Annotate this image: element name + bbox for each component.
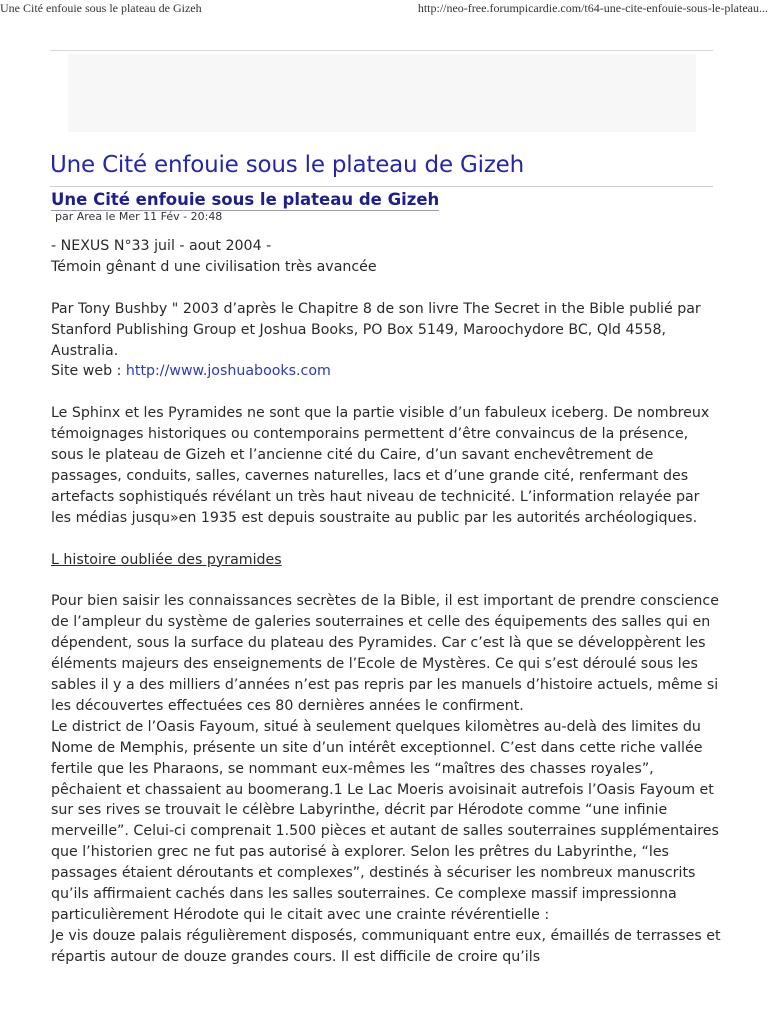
site-label: Site web : <box>51 363 126 380</box>
subtitle-line: Témoin gênant d une civilisation très avancée <box>51 258 377 275</box>
paragraph: Pour bien saisir les connaissances secrètes de la Bible, il est important de prendre conscience de l’ampleur du système de galeries souterraines et celle des équipements des salles qui en dépendent, sous la surface du plateau des Pyramides. Car c’est là que se développèrent les éléments majeurs des enseignements de l’Ecole de Mystères. Ce qui s’est déroulé sous les sables il y a des milliers d’années n’est pas repris par les manuels d’histoire actuels, même si les découvertes effectuées ces 80 dernières années le confirment. <box>51 593 719 714</box>
divider <box>50 50 713 51</box>
nexus-line: - NEXUS N°33 juil - aout 2004 - <box>51 238 272 254</box>
section-subheading <box>51 550 721 571</box>
post-body <box>51 236 721 968</box>
ad-placeholder <box>68 54 696 132</box>
post-meta: par Area le Mer 11 Fév - 20:48 <box>55 210 223 223</box>
paragraph: Le district de l’Oasis Fayoum, situé à seulement quelques kilomètres au-delà des limites du Nome de Memphis, présente un site d’un intérêt exceptionnel. C’est dans cette riche vallée fertile que les Pharaons, se nommant eux-mêmes les “maîtres des chasses royales”, pêchaient et chassaient au boomerang.1 Le Lac Moeris avoisinait autrefois l’Oasis Fayoum et sur ses rives se trouvait le célèbre Labyrinthe, décrit par Hérodote comme “une infinie merveille”. Celui-ci comprenait 1.500 pièces et autant de salles souterraines supplémentaires que l’historien grec ne fut pas autorisé à explorer. Selon les prêtres du Labyrinthe, “les passages étaient déroutants et complexes”, destinés à sécuriser les nombreux manuscrits qu’ils affirmaient cachés dans les salles souterraines. Ce complexe massif impressionna particulièrement Hérodote qui le citait avec une crainte révérentielle : <box>51 718 719 923</box>
subheading-text: L histoire oubliée des pyramides <box>51 551 282 568</box>
source-text: Par Tony Bushby " 2003 d’après le Chapitre 8 de son livre The Secret in the Bible publié par Stanford Publishing Group et Joshua Books, PO Box 5149, Maroochydore BC, Qld 4558, Australia. <box>51 300 701 359</box>
quote-paragraph: Je vis douze palais régulièrement disposés, communiquant entre eux, émaillés de terrasses et répartis autour de douze grandes cours. Il est difficile de croire qu’ils <box>51 927 721 965</box>
title-divider <box>50 186 713 187</box>
page-url: http://neo-free.forumpicardie.com/t64-une-cite-enfouie-sous-le-plateau... <box>417 1 768 15</box>
document-title-header: Une Cité enfouie sous le plateau de Gizeh <box>0 1 202 15</box>
page-title: Une Cité enfouie sous le plateau de Gizeh <box>50 152 525 178</box>
post-title[interactable]: Une Cité enfouie sous le plateau de Gizeh <box>51 190 440 209</box>
intro-paragraph <box>51 236 721 278</box>
paragraph: Le Sphinx et les Pyramides ne sont que la partie visible d’un fabuleux iceberg. De nombreux témoignages historiques ou contemporains permettent d’être convaincus de la présence, sous le plateau de Gizeh et l’ancienne cité du Caire, d’un savant enchevêtrement de passages, conduits, salles, cavernes naturelles, lacs et d’une grande cité, renfermant des artefacts sophistiqués révélant un très haut niveau de technicité. L’information relayée par les médias jusqu»en 1935 est depuis soustraite au public par les autorités archéologiques. <box>51 405 710 526</box>
website-link[interactable]: http://www.joshuabooks.com <box>125 363 331 380</box>
source-paragraph <box>51 299 721 383</box>
print-header <box>0 0 768 18</box>
